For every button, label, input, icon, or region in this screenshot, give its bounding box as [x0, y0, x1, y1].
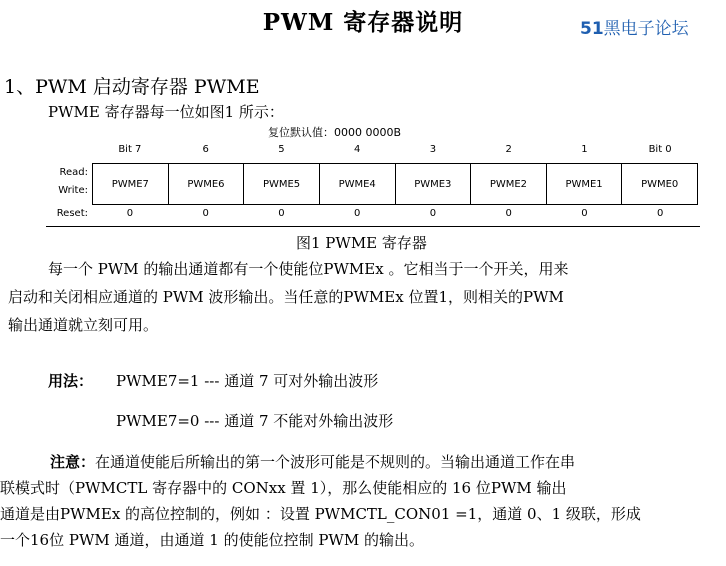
bit-label: 1 [581, 144, 588, 155]
note-label: 注意： [50, 453, 96, 471]
divider [46, 226, 700, 227]
site-watermark [580, 14, 689, 39]
register-field: PWME7 [93, 164, 169, 204]
reset-default-value: 复位默认值：0000 0000B [268, 126, 402, 139]
reset-value: 0 [353, 208, 361, 219]
reset-value: 0 [429, 208, 437, 219]
register-field: PWME2 [471, 164, 547, 204]
usage-line: PWME7=1 --- 通道 7 可对外输出波形 [116, 372, 379, 390]
bit-label: 5 [278, 144, 285, 155]
register-field: PWME1 [547, 164, 623, 204]
usage-line: PWME7=0 --- 通道 7 不能对外输出波形 [116, 412, 394, 430]
paragraph-line: 输出通道就立刻可用。 [8, 316, 159, 334]
paragraph-line: 启动和关闭相应通道的 PWM 波形输出。当任意的PWMEx 位置1，则相关的PWM [8, 288, 564, 306]
register-field: PWME0 [641, 178, 679, 190]
reset-value: 0 [278, 208, 285, 219]
paragraph-line: 每一个 PWM 的输出通道都有一个使能位PWMEx 。它相当于一个开关，用来 [48, 260, 569, 278]
bit-labels-row [92, 144, 698, 158]
bit-label: 6 [202, 144, 209, 155]
register-field: PWME4 [320, 164, 396, 204]
note-line: 通道是由PWMEx 的高位控制的，例如 ：设置 PWMCTL_CON01 =1，通道 0、1 级联，形成 [0, 505, 641, 523]
reset-value: 0 [126, 208, 134, 219]
write-label: Write: [58, 185, 88, 196]
watermark-number: 51 [580, 19, 604, 39]
bit-label: 4 [353, 144, 361, 155]
read-write-labels [52, 164, 88, 200]
page-title: PWM 寄存器说明 [262, 9, 464, 36]
reset-value: 0 [581, 208, 588, 219]
intro-text: PWME 寄存器每一位如图1 所示： [48, 103, 284, 121]
note-text: 在通道使能后所输出的第一个波形可能是不规则的。当输出通道工作在串 [95, 453, 576, 471]
reset-value: 0 [656, 208, 664, 219]
reset-label: Reset: [56, 208, 88, 219]
bit-label: Bit 7 [118, 144, 142, 155]
register-field: PWME3 [396, 164, 472, 204]
reset-values-row [92, 208, 698, 222]
note-line: 联模式时（PWMCTL 寄存器中的 CONxx 置 1），那么使能相应的 16 位PWM 输出 [0, 479, 567, 497]
note-line [50, 451, 575, 472]
register-diagram [92, 163, 698, 205]
register-field: PWME5 [244, 164, 320, 204]
read-label: Read: [59, 167, 88, 178]
note-line: 一个16位 PWM 通道，由通道 1 的使能位控制 PWM 的输出。 [0, 531, 424, 549]
watermark-text: 黑电子论坛 [603, 19, 689, 39]
figure-caption: 图1 PWME 寄存器 [296, 234, 427, 252]
bit-label: 2 [505, 144, 512, 155]
register-field: PWME6 [169, 164, 245, 204]
reset-value: 0 [505, 208, 512, 219]
reset-value: 0 [202, 208, 209, 219]
section-heading: 1、PWM 启动寄存器 PWME [4, 76, 260, 98]
bit-label: 3 [429, 144, 437, 155]
bit-label: Bit 0 [648, 144, 672, 155]
usage-label: 用法： [48, 372, 94, 390]
